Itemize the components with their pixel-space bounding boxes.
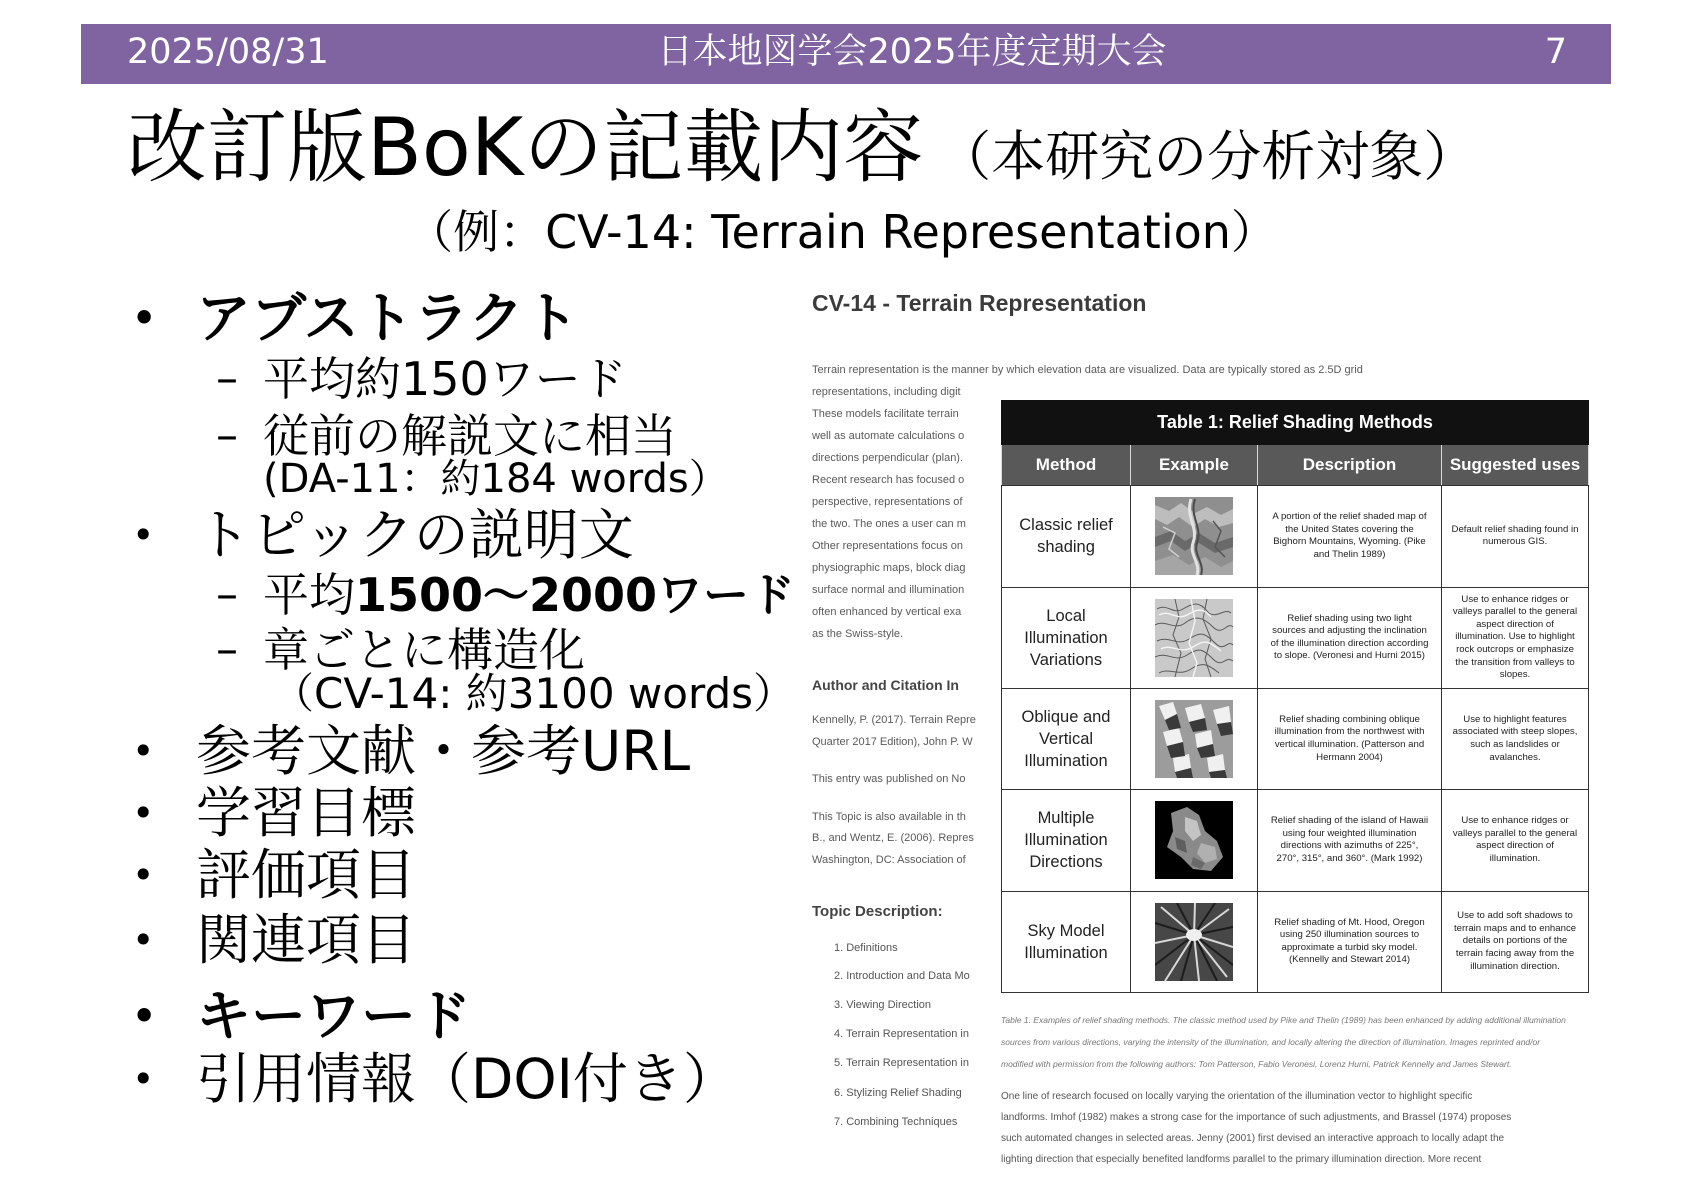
bullet-keywords [128,983,471,1050]
body-text-line: landforms. Imhof (1982) makes a strong case for the importance of such adjustments, and Brassel (1974) proposes [1001,1112,1512,1123]
bullet-marker: • [132,296,157,340]
body-text-line: One line of research focused on locally varying the orientation of the illumination vector to highlight specific [1001,1091,1473,1102]
method-cell: Sky Model Illumination [1002,891,1131,992]
bullet-marker: • [132,994,157,1038]
bullet-label: トピックの説明文 [196,503,634,567]
author-citation-line: Quarter 2017 Edition), John P. W [812,736,973,748]
dash-marker: – [216,410,238,461]
example-cell [1131,790,1258,891]
slide-subtitle: （例：CV-14: Terrain Representation） [407,205,1277,259]
bullet-label: 関連項目 [196,908,417,972]
table-row [1002,587,1589,688]
example-cell [1131,587,1258,688]
intro-line: well as automate calculations o [812,430,965,442]
column-header-suggested-uses: Suggested uses [1442,445,1589,486]
suggested-uses-cell: Use to add soft shadows to terrain maps and to enhance details on portions of the terrain facing away from the illumination direction. [1442,891,1589,992]
description-cell: A portion of the relief shaded map of the United States covering the Bighorn Mountains, Wyoming. (Pike and Thelin 1989) [1258,486,1442,587]
suggested-uses-cell: Use to highlight features associated with steep slopes, such as landslides or avalanches. [1442,688,1589,789]
bok-page-heading: CV-14 - Terrain Representation [812,290,1147,316]
dash-marker: – [216,569,238,620]
bullet-marker: • [132,853,155,897]
table-caption-line: Table 1. Examples of relief shading methods. The classic method used by Pike and Thelin (1989) has been enhanced by adding additional illumination [1001,1015,1566,1025]
also-available-line: B., and Wentz, E. (2006). Repres [812,832,974,844]
toc-item: 7. Combining Techniques [834,1116,958,1128]
example-cell [1131,688,1258,789]
bullet-citation [128,1046,738,1113]
column-header-example: Example [1131,445,1258,486]
bok-page-screenshot [807,283,1667,1183]
also-available-line: Washington, DC: Association of [812,854,966,866]
intro-line: Other representations focus on [812,540,964,552]
dash-marker: – [216,624,238,675]
event-name: 日本地図学会2025年度定期大会 [657,32,1167,72]
relief-shading-table [1001,400,1589,993]
slide-header-bar [81,24,1611,84]
intro-line: perspective, representations of [812,496,963,508]
suggested-uses-cell: Use to enhance ridges or valleys parallel to the general aspect direction of illumination. [1442,790,1589,891]
page-number: 7 [1544,32,1567,72]
slide-title-main: 改訂版BoKの記載内容 [127,101,924,194]
body-text-line: lighting direction that especially benefited landforms parallel to the primary illumination direction. More recent [1001,1154,1482,1165]
intro-line: Recent research has focused o [812,474,965,486]
description-cell: Relief shading of Mt. Hood, Oregon using 250 illumination sources to approximate a turbid sky model. (Kennelly and Stewart 2014) [1258,891,1442,992]
bullet-topic-description [128,502,634,569]
sub-bullet-abstract-length [216,351,627,407]
relief-thumbnail-hawaii [1155,801,1233,879]
bullet-label: 学習目標 [196,781,417,845]
table-caption-line: modified with permission from the following authors: Tom Patterson, Fabio Veronesi, Lorenz Hurni, Patrick Kennelly and James Stewart. [1001,1059,1512,1069]
suggested-uses-cell: Default relief shading found in numerous GIS. [1442,486,1589,587]
method-cell: Multiple Illumination Directions [1002,790,1131,891]
relief-thumbnail-oblique-vertical [1155,700,1233,778]
bullet-label: 評価項目 [196,843,417,907]
sub-bullet-label: 章ごとに構造化 [263,623,585,677]
bullet-label: 参考文献・参考URL [196,719,691,783]
method-cell: Local Illumination Variations [1002,587,1131,688]
example-cell [1131,486,1258,587]
intro-line: physiographic maps, block diag [812,562,966,574]
toc-item: 6. Stylizing Relief Shading [834,1087,962,1099]
intro-line: These models facilitate terrain [812,408,959,420]
author-citation-line: Kennelly, P. (2017). Terrain Repre [812,714,976,726]
toc-item: 1. Definitions [834,942,898,954]
intro-line: surface normal and illumination [812,584,965,596]
table-row [1002,891,1589,992]
intro-line: representations, including digit [812,386,961,398]
table-row [1002,790,1589,891]
intro-line: often enhanced by vertical exa [812,606,962,618]
also-available-line: This Topic is also available in th [812,811,966,823]
description-cell: Relief shading of the island of Hawaii using four weighted illumination directions with azimuths of 225°, 270°, 315°, and 360°. (Mark 1992) [1258,790,1442,891]
method-cell: Classic relief shading [1002,486,1131,587]
slide-date: 2025/08/31 [127,32,329,72]
bullet-related-topics [128,907,416,974]
relief-thumbnail-local-variations [1155,599,1233,677]
body-text-line: such automated changes in selected areas. Jenny (2001) first devised an interactive approach to locally adapt the [1001,1133,1505,1144]
bullet-marker: • [132,729,155,773]
sub-bullet-topic-length [216,567,795,623]
bullet-marker: • [132,791,155,835]
table-title: Table 1: Relief Shading Methods [1002,401,1589,445]
bullet-references [128,718,690,785]
author-citation-heading: Author and Citation In [812,677,959,693]
method-cell: Oblique and Vertical Illumination [1002,688,1131,789]
table-row [1002,486,1589,587]
topic-description-heading: Topic Description: [812,903,943,920]
bullet-label: アブストラクト [196,286,579,350]
bullet-marker: • [132,918,155,962]
sub-bullet-prefix: 平均 [263,568,355,622]
published-line: This entry was published on No [812,773,966,785]
toc-item: 3. Viewing Direction [834,999,932,1011]
intro-line: as the Swiss-style. [812,628,904,640]
description-cell: Relief shading using two light sources and adjusting the inclination of the illumination direction according to slope. (Veronesi and Hurni 2015) [1258,587,1442,688]
intro-line: directions perpendicular (plan). [812,452,964,464]
topic-note: （CV-14: 約3100 words） [272,669,796,718]
relief-thumbnail-classic [1155,497,1233,575]
sub-bullet-label: 従前の解説文に相当 [263,409,677,463]
intro-line: the two. The ones a user can m [812,518,966,530]
suggested-uses-cell: Use to enhance ridges or valleys parallel to the general aspect direction of illumination. Use to highlight rock outcrops or emphasize the transition from valleys to slopes. [1442,587,1589,688]
slide-title [127,101,1478,194]
bullet-label: キーワード [196,984,472,1048]
dash-marker: – [216,353,238,404]
toc-item: 4. Terrain Representation in [834,1028,969,1040]
column-header-description: Description [1258,445,1442,486]
bullet-marker: • [132,513,155,557]
relief-thumbnail-mt-hood [1155,903,1233,981]
column-header-method: Method [1002,445,1131,486]
table-caption-line: sources from various directions, varying the intensity of the illumination, and locally altering the direction of illumination. Images reprinted and/or [1001,1037,1541,1047]
bullet-label: 引用情報（DOI付き） [196,1047,738,1111]
abstract-note: (DA-11：約184 words） [263,456,729,502]
sub-bullet-label: 平均約150ワード [263,352,627,406]
slide-title-note: （本研究の分析対象） [937,125,1478,188]
toc-item: 2. Introduction and Data Mo [834,970,970,982]
intro-line: Terrain representation is the manner by which elevation data are visualized. Data are typically stored as 2.5D grid [812,364,1363,376]
table-row [1002,688,1589,789]
bullet-marker: • [132,1057,155,1101]
example-cell [1131,891,1258,992]
description-cell: Relief shading combining oblique illumination from the northwest with vertical illumination. (Patterson and Hermann 2004) [1258,688,1442,789]
bullet-abstract [128,285,579,352]
toc-item: 5. Terrain Representation in [834,1057,969,1069]
sub-bullet-emphasis: 1500～2000ワード [355,568,796,622]
bullet-learning-objectives [128,780,416,847]
bullet-assessment [128,842,416,909]
